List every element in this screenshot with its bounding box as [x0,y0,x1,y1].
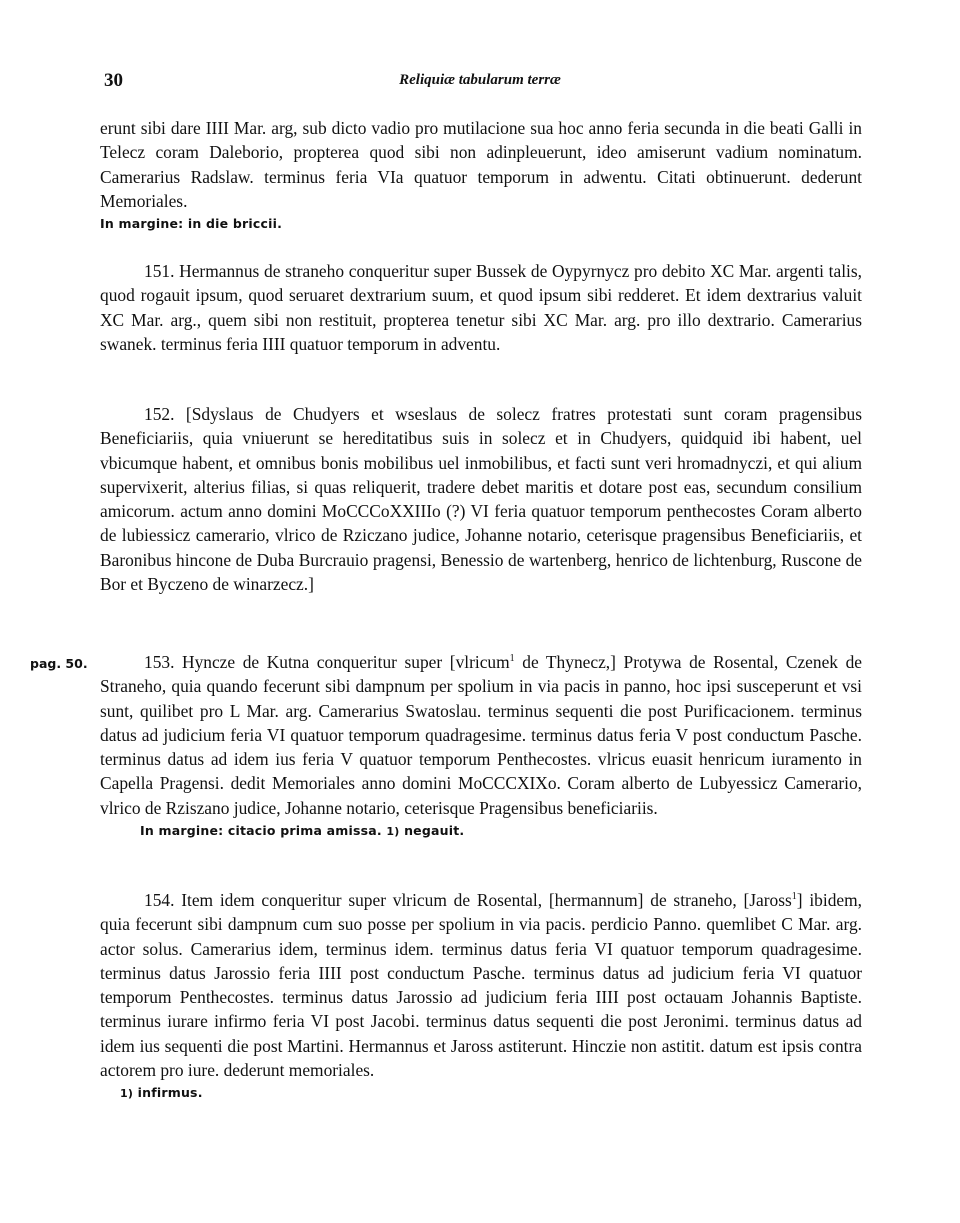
footnote-ref-2: 1 [791,891,797,903]
footnote-mark: 1) [120,1087,134,1101]
page-number: 30 [104,70,123,91]
footnote-text: infirmus. [137,1085,203,1101]
entry-152-text: 152. [Sdyslaus de Chudyers et wseslaus de solecz fratres protestati sunt coram pragensibus Beneficiariis, quia vniuerunt se hereditatibus suis in solecz et in Chudyers, quidquid ibi habent, uel vbicumque habent, et omnibus bonis mobilibus uel inmobilibus, et facti sunt veri hromadnyczi, et qui alium supervixerit, alterius filias, si quas reliquerit, tradere debet maritis et dotare post eas, secundum consilium amicorum. actum anno domini MoCCCoXXIIIo (?) VI feria quatuor temporum penthecostes Coram alberto de lubiessicz camerario, vlrico de Rziczano judice, Johanne notario, ceterisque pragensibus Beneficiariis, et Baronibus hincone de Duba Burcrauio pragensi, Benessio de wartenberg, henrico de lichtenburg, Ruscone de Bor et Byczeno de winarzecz.] [100,404,862,595]
entry-152 [100,402,862,596]
entry-154-text [100,888,862,1082]
entry-153-note-mark: 1) [386,825,400,839]
entry-153-text-part1: 153. Hyncze de Kutna conqueritur super [vlricum [144,652,510,672]
entry-151 [100,259,862,356]
entry-153-text [100,650,862,820]
running-title: Reliquiæ tabularum terræ [399,72,561,88]
margin-page-reference: pag. 50. [30,656,88,671]
entry-154-text-part1: 154. Item idem conqueritur super vlricum de Rosental, [hermannum] de straneho, [Jaross [144,890,792,910]
footnote-ref-1: 1 [509,653,515,665]
entry-154-text-part2: ] ibidem, quia fecerunt sibi dampnum cum suo posse per spolium in via pacis. perdicio Panno. quemlibet C Mar. arg. actor solus. Camerarius idem, terminus idem. terminus datus feria VI quatuor temporum quadragesime. terminus datus Jarossio feria IIII post conductum Pasche. terminus datus ad judicium feria VI quatuor temporum Penthecostes. terminus datus Jarossio ad judicium feria IIII post octauam Johannis Baptiste. terminus iurare infirmo feria VI post Jacobi. terminus datus sequenti die post Jeronimi. terminus datus ad idem ius sequenti die post Martini. Hermannus et Jaross astiterunt. Hinczie non astitit. datum est ipsis contra actorem pro iure. dederunt memoriales. [100,890,862,1081]
entry-153-text-part2: de Thynecz,] Protywa de Rosental, Czenek de Straneho, quia quando fecerunt sibi dampnum per spolium in via pacis in panno, hoc ipsi susceperunt et vsi sunt, quilibet pro L Mar. arg. Camerarius Swatoslau. terminus sequenti die post Purificacionem. terminus datus ad judicium feria VI quatuor temporum quadragesime. terminus datus feria V post conductum Pasche. terminus datus ad idem ius feria V quatuor temporum Penthecostes. vlricus euasit henricum iuramento in Capella Pragensi. dedit Memoriales anno domini MoCCCXIXo. Coram alberto de Lubyessicz Camerario, vlrico de Rziszano judice, Johanne notario, ceterisque Pragensibus beneficiariis. [100,652,862,818]
entry-153-note-text: In margine: citacio prima amissa. [140,823,382,839]
entry-150-margin-note: In margine: in die briccii. [100,216,283,232]
entry-154 [100,888,862,1103]
entry-153 [100,650,862,841]
entry-150 [100,116,862,233]
entry-151-text: 151. Hermannus de straneho conqueritur super Bussek de Oypyrnycz pro debito XC Mar. argenti talis, quod rogauit ipsum, quod seruaret dextrarium suum, et quod ipsum sibi redderet. Et idem dextrarius valuit XC Mar. arg., quem sibi non restituit, propterea tenetur sibi XC Mar. arg. pro illo dextrario. Camerarius swanek. terminus feria IIII quatuor temporum in adventu. [100,261,862,354]
entry-150-text: erunt sibi dare IIII Mar. arg, sub dicto vadio pro mutilacione sua hoc anno feria secunda in die beati Galli in Telecz coram Daleborio, propterea quod sibi non adinpleuerunt, ideo amiserunt vadium nominatum. Camerarius Radslaw. terminus feria VIa quatuor temporum in adwentu. Citati obtinuerunt. dederunt Memoriales. [100,118,862,211]
entry-153-note-text2: negauit. [404,823,465,839]
entry-153-margin-note [100,822,862,841]
footnote [100,1084,862,1103]
